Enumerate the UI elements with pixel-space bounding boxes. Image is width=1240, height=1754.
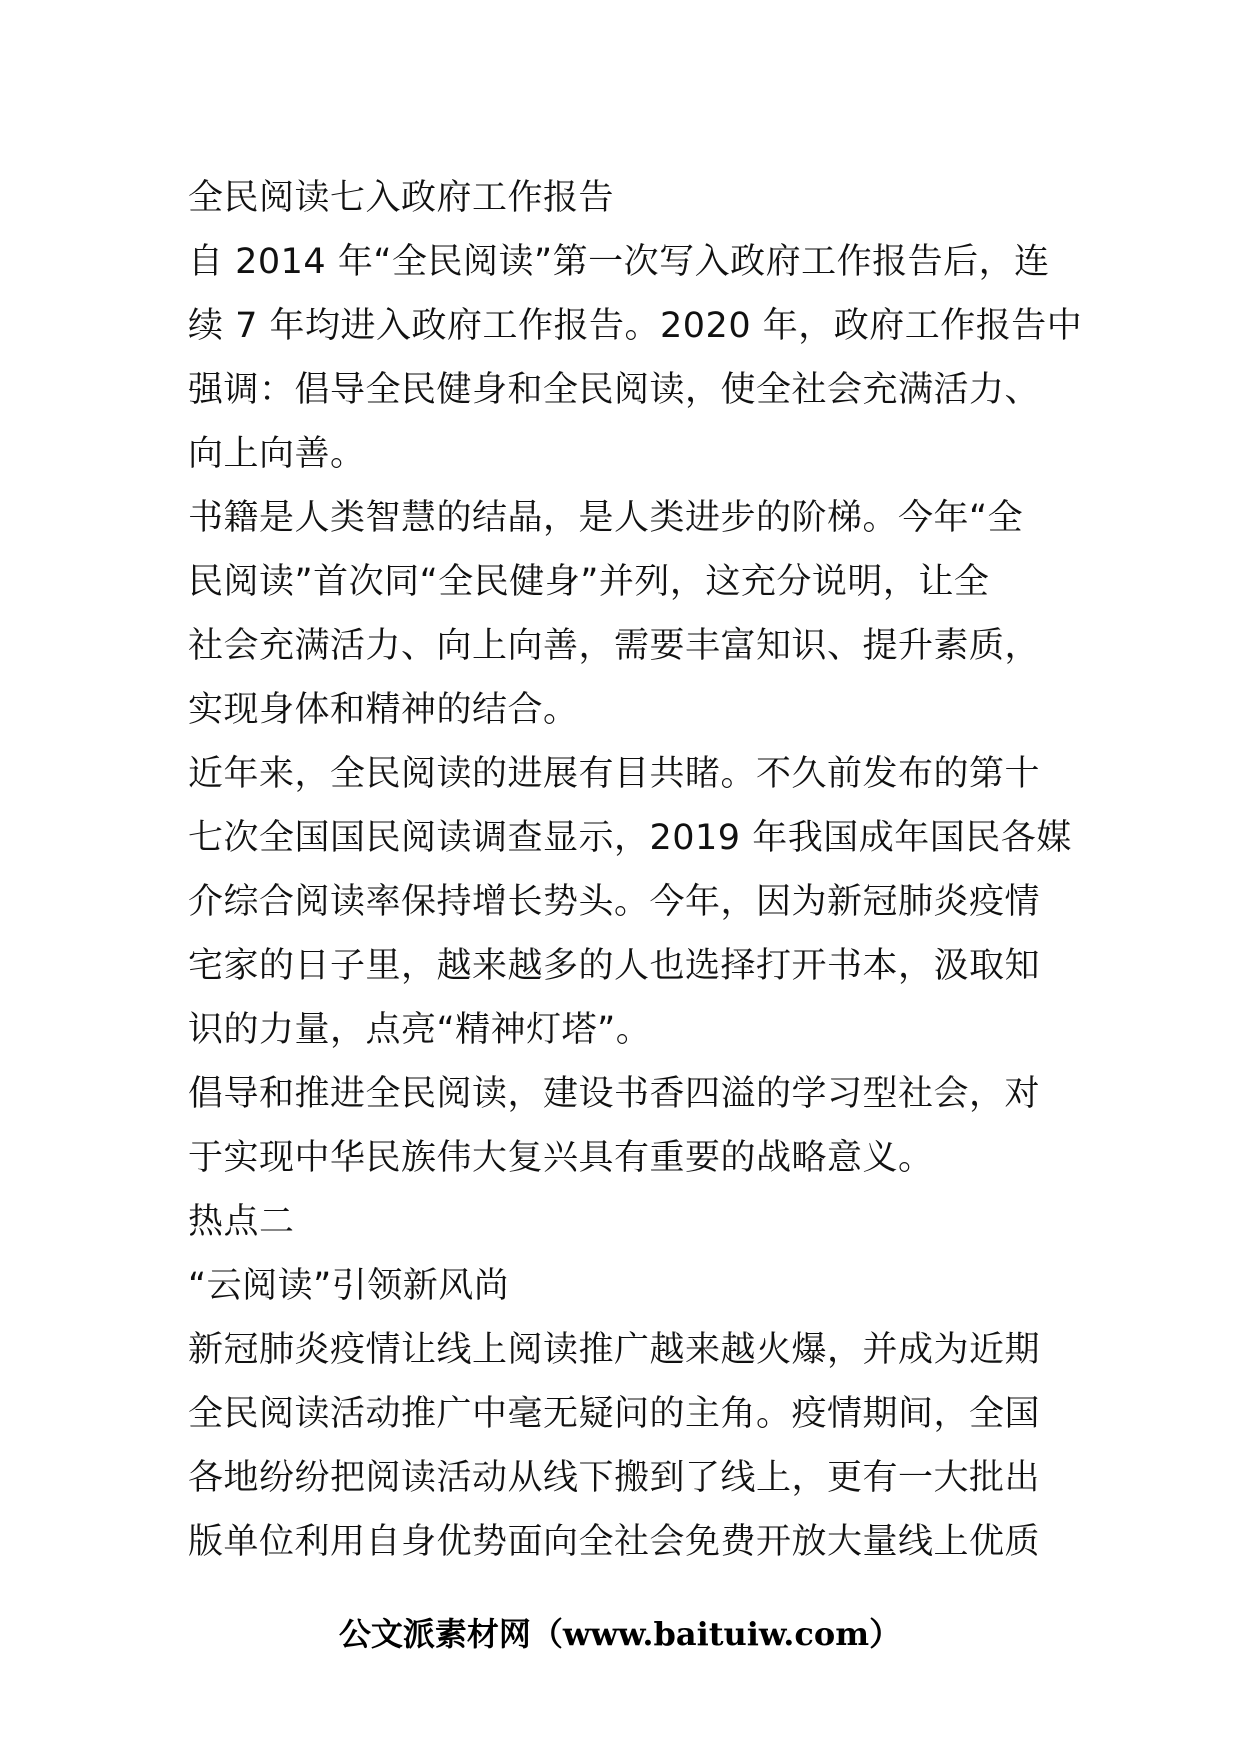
text-line: 各地纷纷把阅读活动从线下搬到了线上，更有一大批出 [188, 1458, 1041, 1498]
text-line: 自 2014 年“全民阅读”第一次写入政府工作报告后，连 [188, 242, 1050, 282]
text-line: 于实现中华民族伟大复兴具有重要的战略意义。 [188, 1138, 934, 1178]
text-line: 民阅读”首次同“全民健身”并列，这充分说明，让全 [188, 562, 990, 602]
text-line: 全民阅读活动推广中毫无疑问的主角。疫情期间，全国 [188, 1394, 1041, 1434]
paragraph [188, 1062, 1068, 1190]
text-line: 社会充满活力、向上向善，需要丰富知识、提升素质， [188, 626, 1041, 666]
paragraph [188, 1190, 1068, 1254]
paragraph [188, 230, 1083, 486]
document-heading [188, 166, 1068, 230]
text-line: 七次全国国民阅读调查显示，2019 年我国成年国民各媒 [188, 818, 1072, 858]
text-line: 书籍是人类智慧的结晶，是人类进步的阶梯。今年“全 [188, 498, 1024, 538]
paragraph [188, 1254, 1068, 1318]
text-line: 新冠肺炎疫情让线上阅读推广越来越火爆，并成为近期 [188, 1330, 1041, 1370]
text-line: 实现身体和精神的结合。 [188, 690, 579, 730]
text-line: 介综合阅读率保持增长势头。今年，因为新冠肺炎疫情 [188, 882, 1041, 922]
paragraph [188, 742, 1072, 1062]
footer-watermark: 公文派素材网（www.baituiw.com） [338, 1615, 902, 1653]
text-line: 识的力量，点亮“精神灯塔”。 [188, 1010, 652, 1050]
text-line: 宅家的日子里，越来越多的人也选择打开书本，汲取知 [188, 946, 1041, 986]
text-line: 倡导和推进全民阅读，建设书香四溢的学习型社会，对 [188, 1074, 1041, 1114]
text-line: “云阅读”引领新风尚 [188, 1266, 510, 1306]
paragraph [188, 1318, 1068, 1574]
text-line: 续 7 年均进入政府工作报告。2020 年，政府工作报告中 [188, 306, 1083, 346]
text-line: 全民阅读七入政府工作报告 [188, 178, 615, 218]
text-line: 版单位利用自身优势面向全社会免费开放大量线上优质 [188, 1522, 1041, 1562]
text-line: 近年来，全民阅读的进展有目共睹。不久前发布的第十 [188, 754, 1041, 794]
text-line: 强调：倡导全民健身和全民阅读，使全社会充满活力、 [188, 370, 1041, 410]
document-body [188, 166, 1083, 1574]
text-line: 热点二 [188, 1202, 295, 1242]
paragraph [188, 486, 1068, 742]
text-line: 向上向善。 [188, 434, 366, 474]
